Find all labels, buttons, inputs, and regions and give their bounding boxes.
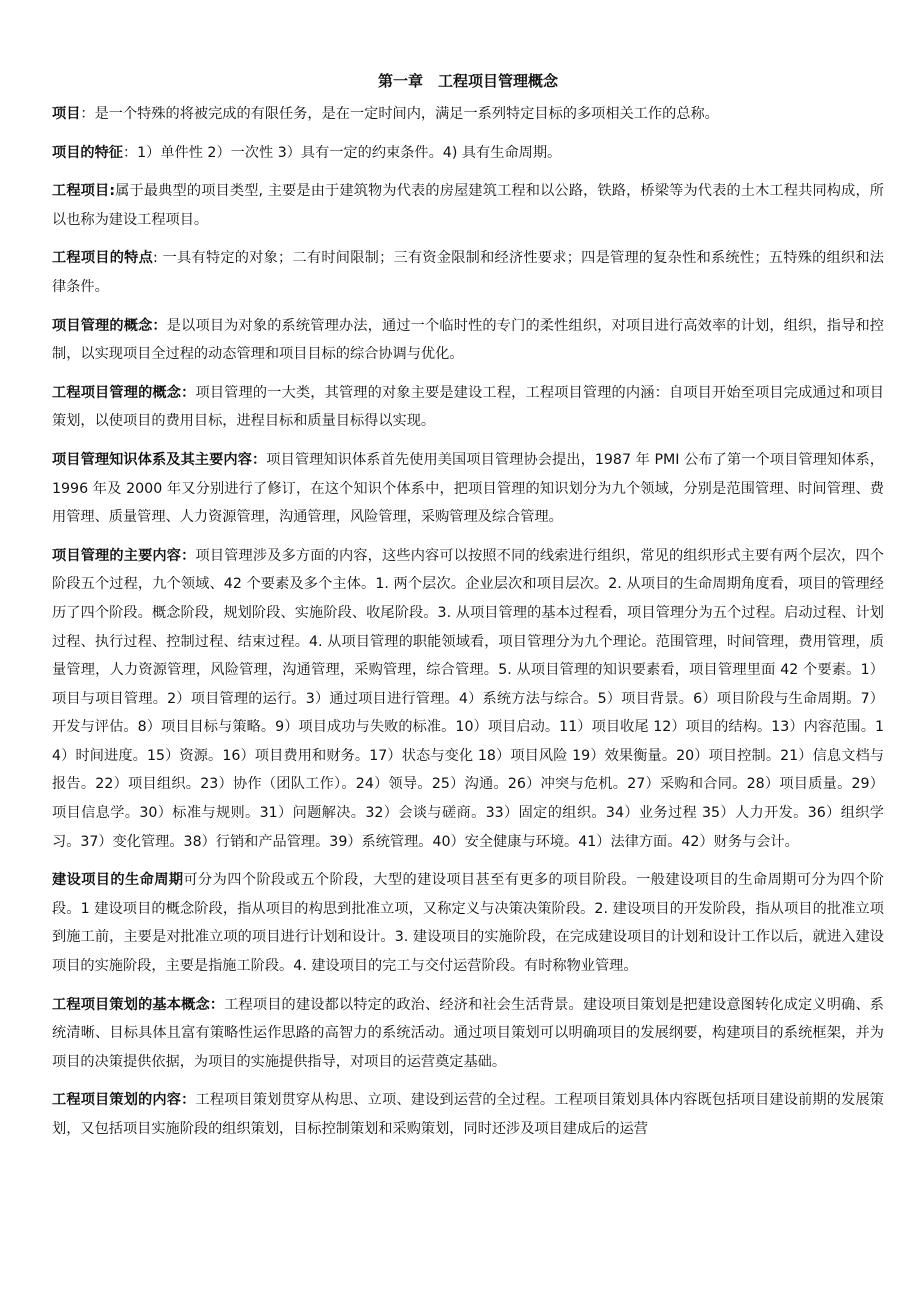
paragraph-engineering-project — [52, 177, 884, 234]
paragraph-text: ：是一个特殊的将被完成的有限任务，是在一定时间内，满足一系列特定目标的多项相关工作的总称。 — [80, 106, 719, 122]
paragraph-text: 工程项目策划贯穿从构思、立项、建设到运营的全过程。工程项目策划具体内容既包括项目建设前期的发展策划，又包括项目实施阶段的组织策划，目标控制策划和采购策划，同时还涉及项目建成后的运营 — [52, 1092, 884, 1137]
chapter-title: 第一章 工程项目管理概念 — [377, 72, 558, 90]
term-label: 工程项目的特点 — [52, 250, 154, 267]
paragraph-text: 项目管理的一大类，其管理的对象主要是建设工程，工程项目管理的内涵：自项目开始至项目完成通过和项目策划，以使项目的费用目标，进程目标和质量目标得以实现。 — [52, 384, 884, 430]
paragraph-project — [52, 100, 884, 129]
term-label: 项目 — [52, 106, 81, 122]
term-label: 工程项目: — [52, 183, 116, 200]
paragraph-project-features — [52, 139, 884, 168]
paragraph-planning-concept — [52, 991, 884, 1077]
paragraph-engineering-project-traits — [52, 244, 884, 301]
paragraph-text: ：1）单件性 2）一次性 3）具有一定的约束条件。4) 具有生命周期。 — [122, 144, 562, 161]
term-label: 项目管理的概念： — [52, 317, 167, 334]
term-label: 项目的特征 — [52, 144, 123, 161]
paragraph-pm-knowledge-system — [52, 446, 884, 532]
paragraph-planning-content — [52, 1086, 884, 1143]
term-label: 项目管理的主要内容： — [52, 547, 196, 564]
paragraph-pm-concept — [52, 312, 884, 369]
term-label: 项目管理知识体系及其主要内容： — [52, 451, 267, 468]
term-label: 建设项目的生命周期 — [52, 872, 184, 889]
paragraph-text: 是以项目为对象的系统管理办法，通过一个临时性的专门的柔性组织，对项目进行高效率的计划，组织，指导和控制，以实现项目全过程的动态管理和项目目标的综合协调与优化。 — [52, 317, 884, 363]
paragraph-project-lifecycle — [52, 866, 884, 980]
paragraph-text: 可分为四个阶段或五个阶段，大型的建设项目甚至有更多的项目阶段。一般建设项目的生命周期可分为四个阶段。1 建设项目的概念阶段，指从项目的构思到批准立项，又称定义与决策决策阶段。2. 建设项目的开发阶段，指从项目的批准立项到施工前，主要是对批准立项的项目进行计划和设计。3. 建设项目的实施阶段，在完成建设项目的计划和设计工作以后，就进入建设项目的实施阶段，主要是指施工阶段。4. 建设项目的完工与交付运营阶段。有时称物业管理。 — [52, 872, 884, 975]
paragraph-text: : 一具有特定的对象；二有时间限制；三有资金限制和经济性要求；四是管理的复杂性和系统性；五特殊的组织和法律条件。 — [52, 250, 884, 295]
paragraph-text: 项目管理知识体系首先使用美国项目管理协会提出，1987 年 PMI 公布了第一个项目管理知体系，1996 年及 2000 年又分别进行了修订，在这个知识个体系中，把项目管理的知识划分为九个领域，分别是范围管理、时间管理、费用管理、质量管理、人力资源管理，沟通管理，风险管理，采购管理及综合管理。 — [52, 451, 884, 526]
paragraph-pm-main-content — [52, 542, 884, 857]
term-label: 工程项目策划的内容： — [52, 1092, 196, 1109]
paragraph-text: 工程项目的建设都以特定的政治、经济和社会生活背景。建设项目策划是把建设意图转化成定义明确、系统清晰、目标具体且富有策略性运作思路的高智力的系统活动。通过项目策划可以明确项目的发展纲要，构建项目的系统框架，并为项目的决策提供依据，为项目的实施提供指导，对项目的运营奠定基础。 — [52, 996, 884, 1070]
paragraph-epm-concept — [52, 379, 884, 436]
term-label: 工程项目策划的基本概念： — [52, 996, 225, 1013]
paragraph-text: 项目管理涉及多方面的内容，这些内容可以按照不同的线索进行组织，常见的组织形式主要有两个层次，四个阶段五个过程，九个领域、42 个要素及多个主体。1. 两个层次。企业层次和项目层次。2. 从项目的生命周期角度看，项目的管理经历了四个阶段。概念阶段，规划阶段、实施阶段、收尾阶段。3. 从项目管理的基本过程看，项目管理分为五个过程。启动过程、计划过程、执行过程、控制过程、结束过程。4. 从项目管理的职能领域看，项目管理分为九个理论。范围管理，时间管理，费用管理，质量管理，人力资源管理，风险管理，沟通管理，采购管理，综合管理。5. 从项目管理的知识要素看，项目管理里面 42 个要素。1）项目与项目管理。2）项目管理的运行。3）通过项目进行管理。4）系统方法与综合。5）项目背景。6）项目阶段与生命周期。7）开发与评估。8）项目目标与策略。9）项目成功与失败的标准。10）项目启动。11）项目收尾 12）项目的结构。13）内容范围。14）时间进度。15）资源。16）项目费用和财务。17）状态与变化 18）项目风险 19）效果衡量。20）项目控制。21）信息文档与报告。22）项目组织。23）协作（团队工作）。24）领导。25）沟通。26）冲突与危机。27）采购和合同。28）项目质量。29）项目信息学。30）标准与规则。31）问题解决。32）会谈与磋商。33）固定的组织。34）业务过程 35）人力开发。36）组织学习。37）变化管理。38）行销和产品管理。39）系统管理。40）安全健康与环境。41）法律方面。42）财务与会计。 — [52, 547, 884, 850]
term-label: 工程项目管理的概念： — [52, 384, 196, 401]
paragraph-text: 属于最典型的项目类型, 主要是由于建筑物为代表的房屋建筑工程和以公路，铁路，桥梁等为代表的土木工程共同构成，所以也称为建设工程项目。 — [52, 183, 884, 228]
